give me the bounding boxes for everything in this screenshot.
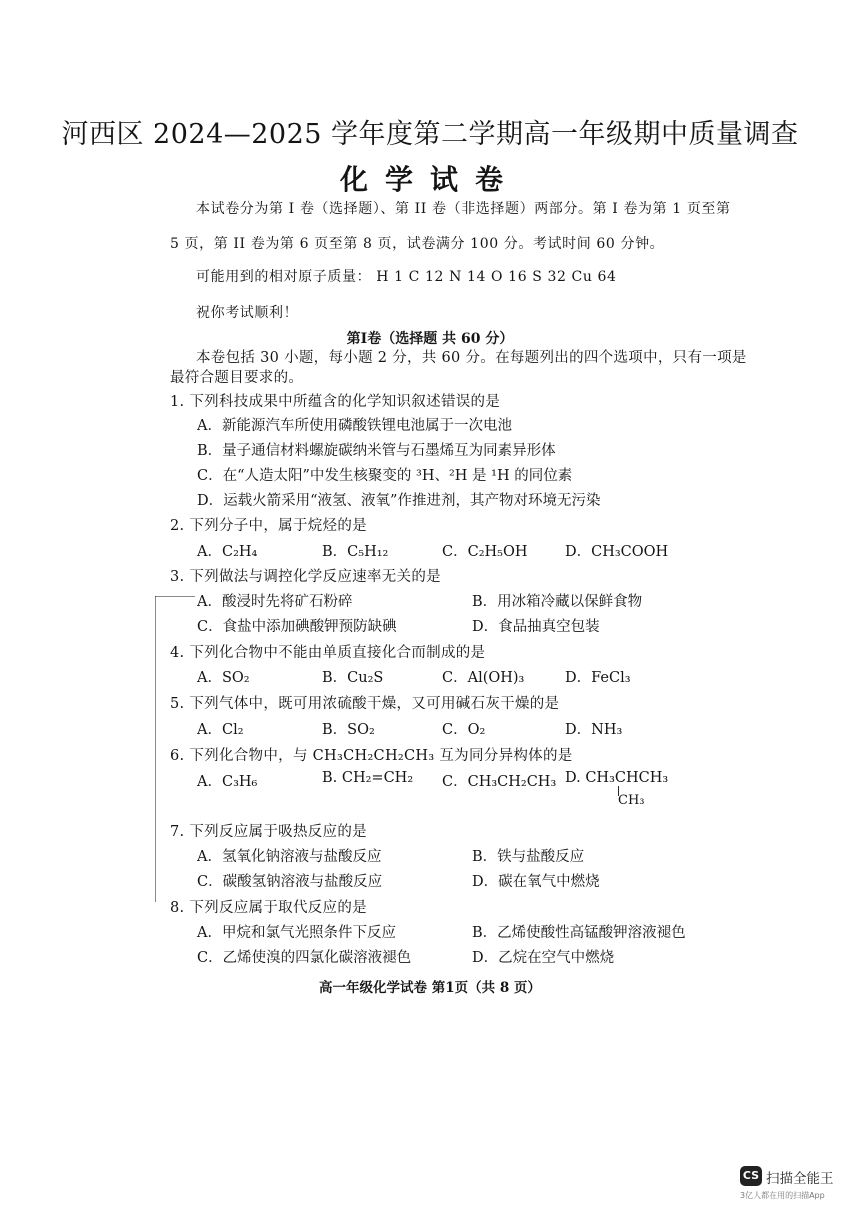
question-2-option-c: C．C₂H₅OH <box>442 544 528 560</box>
question-2-option-d: D．CH₃COOH <box>565 544 669 560</box>
question-8-option-a: A．甲烷和氯气光照条件下反应 <box>197 925 396 941</box>
section-desc-1: 本卷包括 30 小题，每小题 2 分，共 60 分。在每题列出的四个选项中，只有一项是 <box>196 350 747 366</box>
question-7-stem: 7. 下列反应属于吸热反应的是 <box>170 824 367 840</box>
question-5-option-d: D．NH₃ <box>565 722 623 738</box>
question-1-option-d: D．运载火箭采用“液氢、液氧”作推进剂，其产物对环境无污染 <box>197 493 601 509</box>
question-2-option-b: B．C₅H₁₂ <box>322 544 389 560</box>
question-4-option-a: A．SO₂ <box>197 670 250 686</box>
scanner-app-name: 扫描全能王 <box>766 1171 834 1187</box>
question-4-stem: 4. 下列化合物中不能由单质直接化合而制成的是 <box>170 645 486 661</box>
question-3-option-d: D．食品抽真空包装 <box>472 619 600 635</box>
question-6-stem: 6. 下列化合物中，与 CH₃CH₂CH₂CH₃ 互为同分异构体的是 <box>170 748 573 764</box>
section-title: 第Ⅰ卷（选择题 共 60 分） <box>346 331 514 347</box>
question-8-option-c: C．乙烯使溴的四氯化碳溶液褪色 <box>197 950 412 966</box>
question-8-stem: 8. 下列反应属于取代反应的是 <box>170 900 367 916</box>
exam-title: 河西区 2024—2025 学年度第二学期高一年级期中质量调查 <box>61 119 799 150</box>
question-1-option-c: C．在“人造太阳”中发生核聚变的 ³H、²H 是 ¹H 的同位素 <box>197 468 573 484</box>
question-7-option-b: B．铁与盐酸反应 <box>472 849 585 865</box>
question-3-option-b: B．用冰箱冷藏以保鲜食物 <box>472 594 643 610</box>
question-3-option-c: C．食盐中添加碘酸钾预防缺碘 <box>197 619 397 635</box>
question-2-stem: 2. 下列分子中，属于烷烃的是 <box>170 518 367 534</box>
intro-line-1: 本试卷分为第 I 卷（选择题）、第 II 卷（非选择题）两部分。第 I 卷为第 1 页至第 <box>196 201 731 217</box>
question-4-option-b: B．Cu₂S <box>322 670 384 686</box>
question-1-option-b: B．量子通信材料螺旋碳纳米管与石墨烯互为同素异形体 <box>197 443 556 459</box>
question-5-option-b: B．SO₂ <box>322 722 375 738</box>
question-1-stem: 1. 下列科技成果中所蕴含的化学知识叙述错误的是 <box>170 394 501 410</box>
question-3-option-a: A．酸浸时先将矿石粉碎 <box>197 594 353 610</box>
question-8-option-b: B．乙烯使酸性高锰酸钾溶液褪色 <box>472 925 686 941</box>
intro-line-2: 5 页，第 II 卷为第 6 页至第 8 页，试卷满分 100 分。考试时间 60 分钟。 <box>170 236 665 252</box>
question-5-stem: 5. 下列气体中，既可用浓硫酸干燥，又可用碱石灰干燥的是 <box>170 696 560 712</box>
question-4-option-d: D．FeCl₃ <box>565 670 631 686</box>
question-7-option-c: C．碳酸氢钠溶液与盐酸反应 <box>197 874 383 890</box>
question-7-option-a: A．氢氧化钠溶液与盐酸反应 <box>197 849 382 865</box>
question-6-option-d: D. CH₃CHCH₃ <box>565 770 669 786</box>
question-6-option-a: A．C₃H₆ <box>197 774 258 790</box>
section-desc-2: 最符合题目要求的。 <box>170 370 304 386</box>
question-6-branch-group: CH₃ <box>618 793 645 808</box>
scanner-logo-icon: CS <box>740 1166 762 1186</box>
question-4-option-c: C．Al(OH)₃ <box>442 670 525 686</box>
question-6-option-b: B. CH₂=CH₂ <box>322 770 414 786</box>
question-6-option-c: C．CH₃CH₂CH₃ <box>442 774 557 790</box>
question-7-option-d: D．碳在氧气中燃烧 <box>472 874 600 890</box>
question-5-option-c: C．O₂ <box>442 722 486 738</box>
scanner-tagline: 3亿人都在用的扫描App <box>740 1191 825 1200</box>
scan-margin-mark <box>155 596 156 902</box>
question-2-option-a: A．C₂H₄ <box>197 544 258 560</box>
page-footer: 高一年级化学试卷 第1页（共 8 页） <box>319 980 541 996</box>
scan-margin-mark-top <box>155 596 195 597</box>
question-5-option-a: A．Cl₂ <box>197 722 244 738</box>
question-1-option-a: A．新能源汽车所使用磷酸铁锂电池属于一次电池 <box>197 418 512 434</box>
question-8-option-d: D．乙烷在空气中燃烧 <box>472 950 615 966</box>
atomic-masses: 可能用到的相对原子质量： H 1 C 12 N 14 O 16 S 32 Cu 64 <box>196 269 617 285</box>
good-luck: 祝你考试顺利！ <box>196 305 299 321</box>
exam-subtitle: 化学试卷 <box>339 163 520 196</box>
question-3-stem: 3. 下列做法与调控化学反应速率无关的是 <box>170 569 441 585</box>
